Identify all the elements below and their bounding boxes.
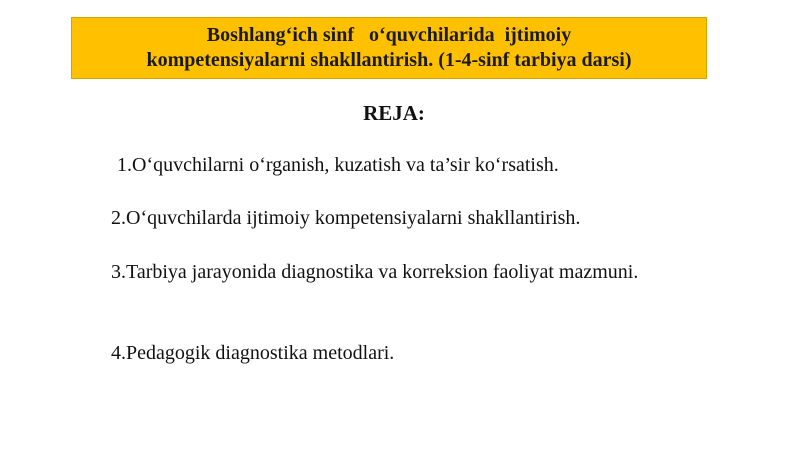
title-line-1: Boshlang‘ich sinf o‘quvchilarida ijtimoiy xyxy=(206,24,572,46)
plan-heading: REJA: xyxy=(363,101,425,125)
plan-item-3: 3.Tarbiya jarayonida diagnostika va korreksion faoliyat mazmuni. xyxy=(111,261,639,283)
title-line-2: kompetensiyalarni shakllantirish. (1-4-sinf tarbiya darsi) xyxy=(146,49,632,71)
title-banner xyxy=(71,17,707,79)
plan-item-2: 2.O‘quvchilarda ijtimoiy kompetensiyalarni shakllantirish. xyxy=(111,207,581,229)
plan-item-1: 1.O‘quvchilarni o‘rganish, kuzatish va ta’sir ko‘rsatish. xyxy=(117,154,559,176)
plan-item-4: 4.Pedagogik diagnostika metodlari. xyxy=(111,342,395,364)
